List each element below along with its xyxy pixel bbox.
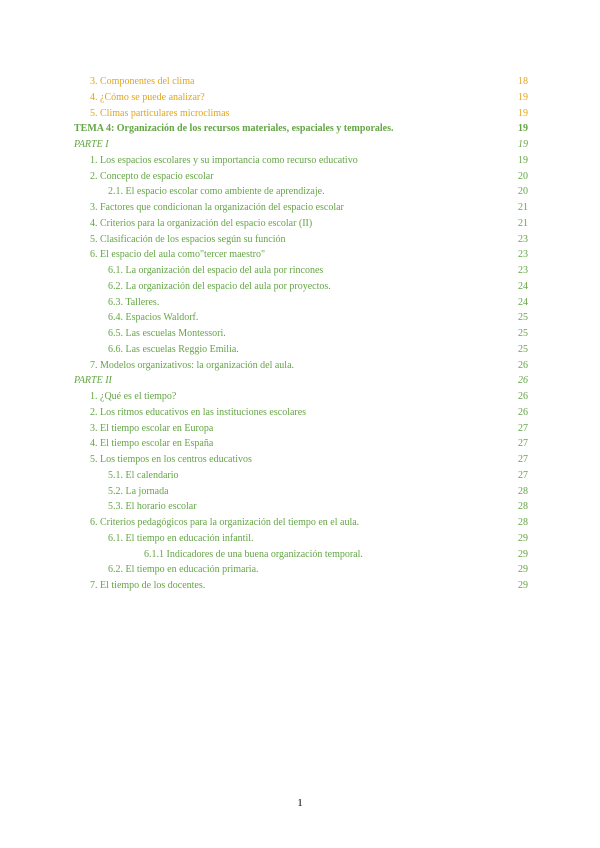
toc-entry[interactable] (74, 184, 528, 200)
toc-entry-page: 23 (518, 233, 528, 245)
toc-entry[interactable] (74, 515, 528, 531)
page-number: 1 (297, 797, 303, 809)
toc-entry-label: 3. Componentes del clima (90, 76, 195, 87)
toc-entry[interactable] (74, 121, 528, 137)
toc-entry[interactable] (74, 578, 528, 594)
toc-entry-label: 4. Criterios para la organización del espacio escolar (II) (90, 217, 313, 229)
toc-entry-label: 7. Modelos organizativos: la organización del aula. (90, 359, 295, 371)
toc-entry[interactable] (74, 436, 528, 452)
toc-entry-page: 25 (518, 343, 528, 355)
toc-entry-page: 19 (518, 154, 528, 166)
toc-entry-page: 19 (518, 139, 528, 150)
toc-entry-page: 24 (518, 296, 528, 308)
toc-entry-label: PARTE II (74, 375, 112, 387)
toc-entry[interactable] (74, 547, 528, 563)
toc-entry-page: 21 (518, 202, 528, 213)
toc-entry-label: 3. Factores que condicionan la organización del espacio escolar (90, 202, 344, 213)
toc-entry-label: 4. El tiempo escolar en España (90, 438, 214, 450)
toc-entry[interactable] (74, 389, 528, 405)
toc-entry-page: 20 (518, 170, 528, 182)
toc-entry-label: 6.5. Las escuelas Montessori. (108, 328, 226, 339)
toc-entry[interactable] (74, 484, 528, 500)
toc-entry-page: 26 (518, 359, 528, 371)
toc-entry[interactable] (74, 247, 528, 263)
toc-entry-label: 3. El tiempo escolar en Europa (90, 422, 214, 434)
toc-entry-page: 26 (518, 406, 528, 418)
toc-entry-label: 2. Los ritmos educativos en las instituciones escolares (90, 406, 307, 418)
toc-entry-page: 28 (518, 517, 528, 528)
toc-entry-label: 5.1. El calendario (108, 469, 179, 481)
toc-entry[interactable] (74, 562, 528, 578)
toc-entry-label: 5. Climas particulares microclimas (90, 107, 230, 119)
table-of-contents (74, 74, 528, 594)
toc-entry-label: 6.1. La organización del espacio del aula por rincones (108, 265, 324, 276)
toc-entry-label: 6. El espacio del aula como"tercer maestro" (90, 249, 266, 261)
toc-entry[interactable] (74, 358, 528, 374)
toc-entry[interactable] (74, 216, 528, 232)
toc-entry-page: 29 (518, 564, 528, 576)
toc-entry-page: 24 (518, 280, 528, 292)
toc-entry-page: 20 (518, 186, 528, 198)
toc-entry[interactable] (74, 326, 528, 342)
toc-entry-page: 23 (518, 265, 528, 276)
toc-entry-page: 29 (518, 580, 528, 591)
toc-entry[interactable] (74, 405, 528, 421)
toc-entry[interactable] (74, 106, 528, 122)
toc-entry-label: 6.4. Espacios Waldorf. (108, 312, 199, 324)
toc-entry[interactable] (74, 200, 528, 216)
toc-entry-label: 6.1. El tiempo en educación infantil. (108, 532, 254, 544)
toc-entry-page: 29 (518, 548, 528, 560)
toc-entry-label: 5. Los tiempos en los centros educativos (90, 454, 252, 465)
toc-entry-label: PARTE I (74, 139, 109, 150)
toc-entry-page: 28 (518, 485, 528, 497)
toc-entry-page: 23 (518, 249, 528, 261)
toc-entry[interactable] (74, 373, 528, 389)
toc-entry[interactable] (74, 421, 528, 437)
toc-entry-page: 19 (518, 123, 528, 135)
toc-entry-label: 2. Concepto de espacio escolar (90, 170, 214, 182)
toc-entry[interactable] (74, 74, 528, 90)
toc-entry-page: 19 (518, 107, 528, 119)
toc-entry[interactable] (74, 169, 528, 185)
toc-entry-page: 27 (518, 422, 528, 434)
toc-entry[interactable] (74, 90, 528, 106)
toc-entry-page: 25 (518, 312, 528, 324)
toc-entry-label: 7. El tiempo de los docentes. (90, 580, 206, 591)
toc-entry[interactable] (74, 279, 528, 295)
toc-entry-label: 6. Criterios pedagógicos para la organización del tiempo en el aula. (90, 517, 360, 528)
toc-entry-label: 6.2. El tiempo en educación primaria. (108, 564, 259, 576)
toc-entry-page: 25 (518, 328, 528, 339)
toc-entry[interactable] (74, 452, 528, 468)
toc-entry-label: 5. Clasificación de los espacios según su función (90, 233, 286, 245)
toc-entry[interactable] (74, 263, 528, 279)
toc-entry-label: 6.3. Talleres. (108, 296, 160, 308)
toc-entry[interactable] (74, 499, 528, 515)
toc-entry-page: 19 (518, 91, 528, 103)
toc-entry[interactable] (74, 153, 528, 169)
toc-entry[interactable] (74, 232, 528, 248)
toc-entry[interactable] (74, 531, 528, 547)
toc-entry-page: 27 (518, 454, 528, 465)
toc-entry-label: 6.1.1 Indicadores de una buena organización temporal. (144, 548, 363, 560)
toc-entry[interactable] (74, 342, 528, 358)
toc-entry-label: 5.2. La jornada (108, 485, 169, 497)
toc-entry-page: 21 (518, 217, 528, 229)
toc-entry-label: TEMA 4: Organización de los recursos materiales, espaciales y temporales. (74, 123, 394, 135)
toc-entry-label: 1. ¿Qué es el tiempo? (90, 391, 177, 402)
toc-entry-page: 27 (518, 438, 528, 450)
toc-entry-page: 27 (518, 469, 528, 481)
toc-entry-page: 18 (518, 76, 528, 87)
toc-entry-page: 26 (518, 391, 528, 402)
toc-entry[interactable] (74, 295, 528, 311)
toc-entry[interactable] (74, 468, 528, 484)
toc-entry-label: 4. ¿Cómo se puede analizar? (90, 91, 205, 103)
toc-entry-label: 2.1. El espacio escolar como ambiente de aprendizaje. (108, 186, 325, 198)
toc-entry-page: 28 (518, 501, 528, 513)
toc-entry-label: 1. Los espacios escolares y su importancia como recurso educativo (90, 154, 358, 166)
toc-entry-page: 26 (518, 375, 528, 387)
toc-entry-label: 6.2. La organización del espacio del aula por proyectos. (108, 280, 331, 292)
toc-entry[interactable] (74, 310, 528, 326)
toc-entry-label: 6.6. Las escuelas Reggio Emilia. (108, 343, 239, 355)
toc-entry[interactable] (74, 137, 528, 153)
toc-entry-page: 29 (518, 532, 528, 544)
toc-entry-label: 5.3. El horario escolar (108, 501, 197, 513)
